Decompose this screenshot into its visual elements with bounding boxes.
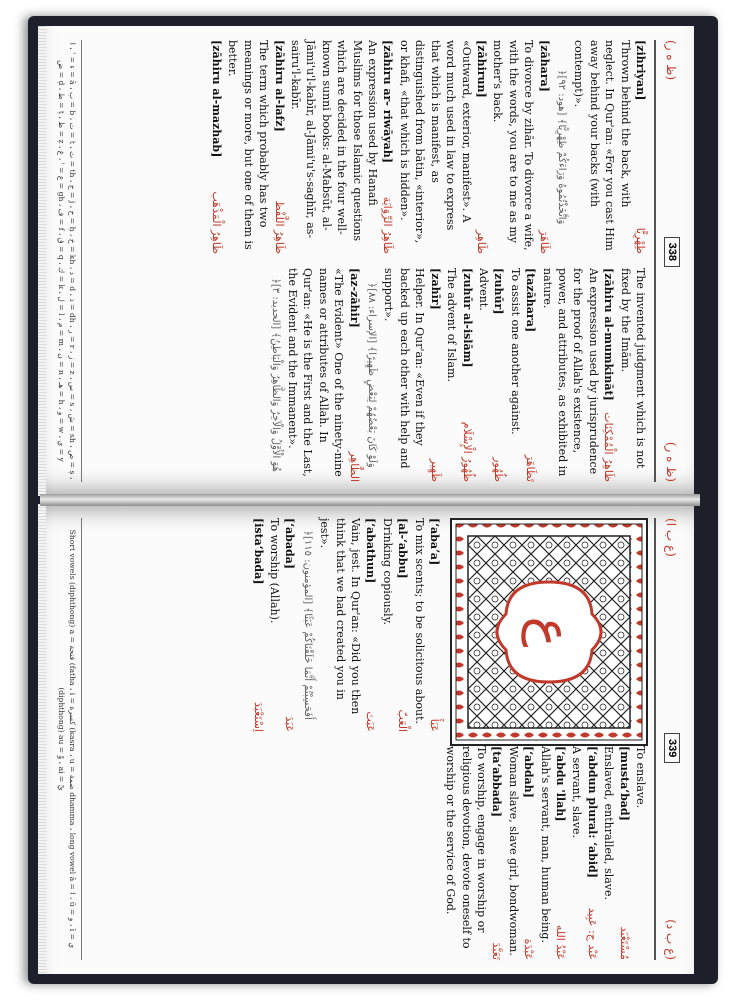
quran-quote: ﴿أَفَحَسِبْتُمْ أَنَّمَا خَلَقْنَاكُمْ عَبَثًا﴾ [المؤمنون: ١١٥] — [301, 530, 313, 720]
page-number: 339 — [664, 733, 680, 763]
entry-term: [al-ʻabbu] — [396, 518, 410, 579]
dictionary-entry — [397, 40, 489, 254]
dictionary-entry — [443, 746, 505, 960]
entry-arabic: ظُهُور — [492, 457, 506, 482]
entry-headline — [363, 518, 378, 732]
dictionary-entry — [490, 40, 552, 254]
entry-term: [ʻabdu 'llah] — [553, 746, 567, 822]
dictionary-entry — [569, 746, 600, 960]
entry-definition: The invented judgment which is not fixed by the Imām. — [618, 268, 647, 469]
entry-headline — [474, 40, 489, 254]
dictionary-entry — [209, 40, 224, 254]
dictionary-entry — [507, 268, 538, 482]
entry-headline — [427, 518, 442, 732]
letter-ornament-panel — [450, 518, 648, 746]
entry-definition: Helper. In Qur'an: «Even if they backed up each other with help and support». — [382, 268, 427, 469]
dictionary-entry — [379, 518, 410, 732]
page-339 — [46, 504, 694, 974]
entry-arabic: عَبْدُ الله — [553, 924, 567, 960]
entry-definition: To enslave. — [634, 746, 647, 809]
entry-arabic: مُسْتَعْبَد — [617, 926, 631, 960]
entry-term: [zuhūr] — [492, 268, 506, 315]
dictionary-entry — [539, 268, 616, 482]
vowel-key: Short vowels (diphthong) a = فتحة (fatha ، i = كسرة (kasra ، u = ضمة dhamma ، long vowel ā = ا ، ū = و ، ī = ي (diphthong) au = وْ ، ai = يْ — [56, 518, 82, 960]
entry-definition: To worship, engage in worship or religious devotion, devote oneself to worship or the service of God. — [444, 746, 488, 949]
dictionary-entry — [601, 746, 632, 960]
entry-arabic: عَبَث — [364, 711, 378, 732]
entry-definition: Vain, jest. In Qur'an: «Did you then think that we had created you in jest». — [318, 518, 362, 715]
entry-definition: «The Evident» One of the ninety-nine names or attributes of Allah. In Qur'an: «He is the First and the Last, the Evident and the Immanent». — [286, 268, 346, 477]
entry-definition: Thrown behind the back, with neglect. In Qur'an: «For you cast Him away behind your backs (with contempt)». — [572, 40, 632, 251]
entry-headline — [489, 746, 504, 960]
dictionary-entry — [444, 268, 475, 482]
entry-headline — [209, 40, 224, 254]
entry-term: [zāhiru ar- riwāyah] — [381, 40, 395, 163]
entry-headline — [584, 746, 599, 960]
page-header — [658, 40, 680, 482]
entry-term: [zāhara] — [537, 40, 551, 92]
dictionary-entry — [225, 40, 287, 254]
quran-quote: ﴿وَاتَّخَذْتُمُوهُ وَرَاءَكُمْ ظِهْرِيًّا﴾ [هود: ٩٢] — [555, 69, 567, 225]
entry-definition: Drinking copiously. — [380, 518, 394, 625]
entry-arabic: ظَاهِرُ الْمُمْكِنَات — [602, 412, 616, 482]
entry-term: [ʻabada] — [283, 518, 297, 570]
entry-term: [zāhiru al-lafz] — [272, 40, 286, 132]
header-root-left: (ع ب ا) — [664, 518, 678, 557]
page-338 — [46, 26, 694, 496]
column-1 — [249, 518, 442, 732]
section-letter: ع — [521, 616, 581, 648]
column-2 — [265, 268, 648, 482]
entry-arabic: ظَاهَرَ — [537, 230, 551, 254]
entry-definition: To divorce by zihār. To divorce a wife, with the words, you are to me as my mother's back. — [491, 40, 536, 251]
entry-headline — [250, 518, 265, 732]
dictionary-entry — [571, 40, 648, 254]
entry-headline — [601, 268, 616, 482]
entry-arabic: ظَاهِرُ اللَّفْظ — [272, 200, 286, 254]
entry-definition: To worship (Allah). — [267, 518, 281, 624]
entry-arabic: الْعَبّ — [396, 709, 410, 732]
entry-term: [ʻabdah] — [522, 746, 536, 798]
entry-arabic: عَبَدَ — [283, 716, 297, 732]
entry-arabic: ظَهِير — [428, 458, 442, 482]
quran-quote: ﴿هُوَ الْأَوَّلُ وَالْآخِرُ وَالظَّاهِرُ وَالْبَاطِنُ﴾ [الحديد: ٣] — [269, 278, 281, 472]
dictionary-entry — [288, 40, 396, 254]
entry-headline — [271, 40, 286, 254]
header-rule — [654, 40, 656, 482]
entry-term: [istaʻbada] — [251, 518, 265, 585]
entry-headline — [427, 268, 442, 482]
entry-definition: Advent. — [476, 268, 490, 311]
dictionary-entry — [411, 518, 442, 732]
dictionary-entry — [250, 518, 265, 732]
entry-term: [tazāhara] — [524, 268, 538, 333]
column-2 — [442, 746, 648, 960]
entry-definition: Woman slave, slave girl, bondwoman. — [506, 746, 520, 956]
dictionary-entry — [285, 268, 362, 482]
entry-arabic: تَظَاهَرَ — [524, 454, 538, 482]
entry-definition: To assist one another against. — [508, 268, 522, 435]
dictionary-entry — [633, 746, 648, 960]
header-root-right: (ظ ه ر) — [664, 441, 678, 482]
entry-headline — [380, 40, 395, 254]
page-number: 338 — [664, 237, 680, 267]
column-1 — [208, 40, 648, 254]
header-root-right: (ع ب د) — [664, 919, 678, 960]
entry-arabic: ظِهْرِيًّا — [634, 227, 647, 254]
entry-headline — [459, 268, 474, 482]
entry-term: [zāhiru al-mumkināt] — [602, 268, 616, 401]
quran-quote: ﴿وَلَوْ كَانَ بَعْضُهُمْ لِبَعْضٍ ظَهِيرًا﴾ [الإسراء: ٨٨] — [366, 282, 378, 468]
entry-headline — [521, 746, 536, 960]
entry-headline — [523, 268, 538, 482]
entry-arabic: تَعَبَّدَ — [490, 942, 504, 960]
dictionary-entry — [317, 518, 379, 732]
entry-arabic: عَبَأَ — [428, 718, 441, 732]
entry-term: [zāhiru al-mazhab] — [210, 40, 224, 158]
entry-headline — [633, 40, 648, 254]
entry-headline — [616, 746, 631, 960]
entry-arabic: ظُهُورُ الْإِسْلَام — [460, 421, 474, 482]
dictionary-entry — [267, 518, 298, 732]
transliteration-key: ء = ' ، ا = ā ، ب = b ، ت = t ، ث = th ، ج = j ، ح = ḥ ، خ = kh ، د = d ، ذ = dh ، ر = r ، ز = z ، س = s ، ش = sh ، ص = ṣ ، ض = ḍ ، ط = ṭ ، ظ = ẓ ، ع = ' ، غ = gh ، ف = f ، ق = q ، ك = k ، ل = l ، م = m ، ن = n ، هـ = h ، و = w ، ي = y — [56, 40, 82, 482]
entry-definition: Allah's servant, man, human being. — [538, 746, 552, 943]
dictionary-entry — [505, 746, 536, 960]
header-root-left: (ظ ه ر) — [664, 40, 678, 81]
page-header — [658, 518, 680, 960]
book-gutter — [40, 494, 700, 506]
dictionary-entry — [617, 268, 648, 482]
entry-term: [ʻabaʼa] — [428, 518, 441, 566]
entry-arabic: عَبْد ج: عَبِيد — [585, 907, 599, 960]
entry-arabic: ظَاهِرُ الْمَذْهَب — [210, 191, 224, 254]
entry-arabic: عَبْدَة — [522, 938, 536, 960]
entry-term: [mustaʻbad] — [617, 746, 631, 821]
dictionary-entry — [476, 268, 507, 482]
page-edges-left — [38, 26, 46, 496]
entry-definition: The term which probably has two meanings or more, but one of them is better. — [226, 40, 271, 250]
page-edges-right — [38, 504, 46, 974]
entry-term: [ʻabathun] — [364, 518, 378, 584]
entry-definition: The advent of Islam. — [445, 268, 459, 382]
entry-definition: «Outward, exterior, manifest». A word much used in law to express that which is manifest, as distinguished from bātin, «interior», or khafi, «that which is hidden». — [397, 40, 473, 244]
entry-headline — [536, 40, 551, 254]
entry-term: [zahīr] — [428, 268, 442, 310]
entry-definition: Enslaved, enthralled, slave. — [602, 746, 616, 901]
entry-term: [zihriyan] — [634, 40, 647, 101]
entry-headline — [282, 518, 297, 732]
entry-arabic: اِسْتَعْبَدَ — [251, 702, 265, 732]
entry-arabic: ظَاهِر — [474, 230, 488, 254]
header-rule — [654, 518, 656, 960]
entry-term: [zuhūr al-islām] — [460, 268, 474, 368]
entry-definition: To mix scents; to be solicitous about. — [412, 518, 426, 724]
entry-definition: An expression used by jurisprudence for the proof of Allah's existence, power, and attributes, as exhibited in nature. — [540, 268, 600, 477]
entry-headline — [395, 518, 410, 732]
entry-term: [taʻabbada] — [490, 746, 504, 817]
entry-definition: A servant, slave. — [570, 746, 584, 839]
entry-term: [zāhirun] — [474, 40, 488, 98]
dictionary-entry — [537, 746, 568, 960]
entry-headline — [553, 746, 568, 960]
entry-headline — [346, 268, 361, 482]
dictionary-entry — [381, 268, 443, 482]
entry-term: [az-zāhir] — [347, 268, 361, 328]
entry-term: [ʻabdun plural: ʻabid] — [585, 746, 599, 878]
entry-headline — [491, 268, 506, 482]
entry-arabic: الظَّاهِر — [347, 451, 361, 482]
entry-arabic: ظَاهِرُ الرِّوَايَة — [381, 196, 395, 254]
entry-definition: An expression used by Hanafi Muslims for those Islamic questions which are decided in the four well-known sunni books: al-Mabsūt, al-Jāmi'u'l-kabīr, al-Jāmi'u's-saghīr, as-sairu'l-kabīr. — [289, 40, 380, 242]
